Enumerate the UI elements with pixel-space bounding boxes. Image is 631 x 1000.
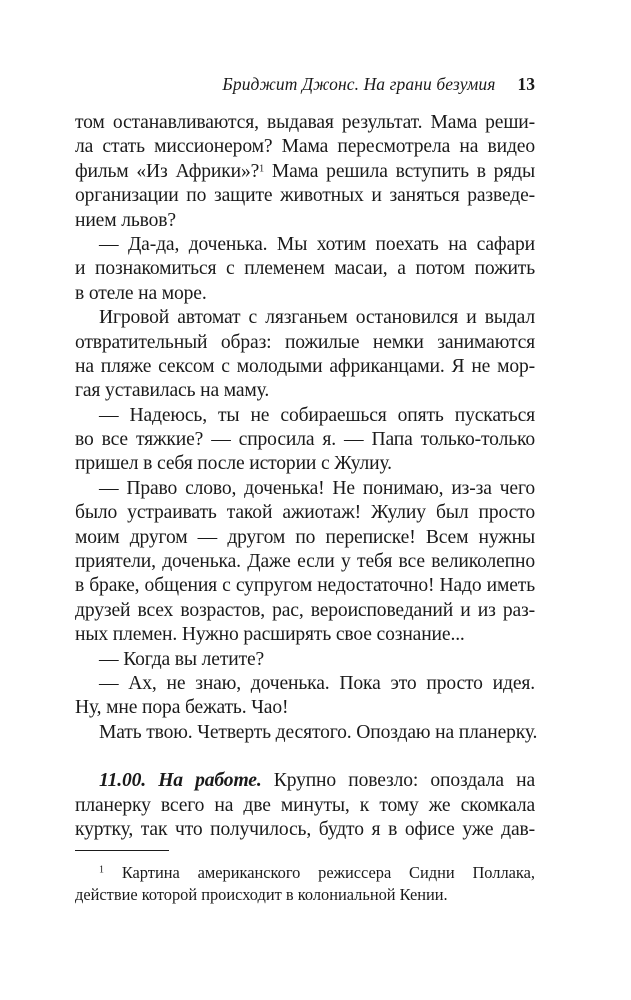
text-line: отвратительный образ: пожилые немки занимаются	[75, 331, 535, 353]
footnote-line	[75, 862, 535, 884]
text-line	[75, 769, 535, 793]
text-line: в браке, общения с супругом недостаточно! Надо иметь	[75, 575, 535, 597]
text-line: Мать твою. Четверть десятого. Опоздаю на планерку.	[99, 721, 538, 743]
text-fragment: фильм «Из Африки»?	[75, 160, 260, 182]
text-line: ных племен. Нужно расширять свое сознание...	[75, 624, 465, 646]
text-line: было устраивать такой ажиотаж! Жулиу был просто	[75, 502, 535, 524]
text-line: пришел в себя после истории с Жулиу.	[75, 453, 392, 475]
section-gap	[75, 745, 535, 769]
text-line: на пляже сексом с молодыми африканцами. Я не мор-	[75, 355, 535, 377]
text-line: ла стать миссионером? Мама пересмотрела на видео	[75, 136, 535, 158]
text-line	[75, 160, 535, 184]
text-fragment: Мама решила вступить в ряды	[264, 160, 535, 182]
text-line: нием львов?	[75, 209, 176, 231]
text-fragment: Крупно повезло: опоздала на	[261, 770, 535, 792]
text-line: организации по защите животных и заняться разведе-	[75, 185, 535, 207]
text-line: планерку всего на две минуты, к тому же скомкала	[75, 794, 535, 816]
running-title: Бриджит Джонс. На грани безумия	[222, 74, 496, 94]
diary-time-heading: 11.00. На работе.	[99, 770, 262, 792]
footnote-reference: 1	[259, 163, 265, 175]
text-line: гая уставилась на маму.	[75, 380, 270, 402]
footnote-divider	[75, 850, 169, 851]
text-line: куртку, так что получилось, будто я в офисе уже дав-	[75, 818, 535, 840]
footnote-marker: 1	[99, 864, 104, 876]
text-line: — Ах, не знаю, доченька. Пока это просто идея.	[99, 672, 535, 694]
text-line: во все тяжкие? — спросила я. — Папа только-только	[75, 429, 535, 451]
text-line: и познакомиться с племенем масаи, а потом пожить	[75, 258, 535, 280]
text-line: приятели, доченька. Даже если у тебя все великолепно	[75, 551, 535, 573]
text-line: — Когда вы летите?	[99, 648, 265, 670]
footnote	[75, 862, 535, 906]
text-line: — Да-да, доченька. Мы хотим поехать на сафари	[99, 233, 535, 255]
page-number: 13	[517, 74, 535, 94]
text-line: моим другом — другом по переписке! Всем нужны	[75, 526, 535, 548]
main-text	[75, 111, 538, 842]
running-header	[75, 74, 535, 100]
footnote-text: Картина американского режиссера Сидни Поллака,	[104, 863, 535, 882]
text-line: в отеле на море.	[75, 282, 207, 304]
text-line: — Надеюсь, ты не собираешься опять пускаться	[99, 404, 535, 426]
text-line: Ну, мне пора бежать. Чао!	[75, 697, 289, 719]
text-line: — Право слово, доченька! Не понимаю, из-за чего	[99, 477, 535, 499]
footnote-line: действие которой происходит в колониальной Кении.	[75, 885, 448, 904]
text-line: друзей всех возрастов, рас, вероисповеданий и из раз-	[75, 599, 535, 621]
text-line: том останавливаются, выдавая результат. Мама реши-	[75, 112, 535, 133]
text-line: Игровой автомат с лязганьем остановился и выдал	[99, 307, 535, 329]
